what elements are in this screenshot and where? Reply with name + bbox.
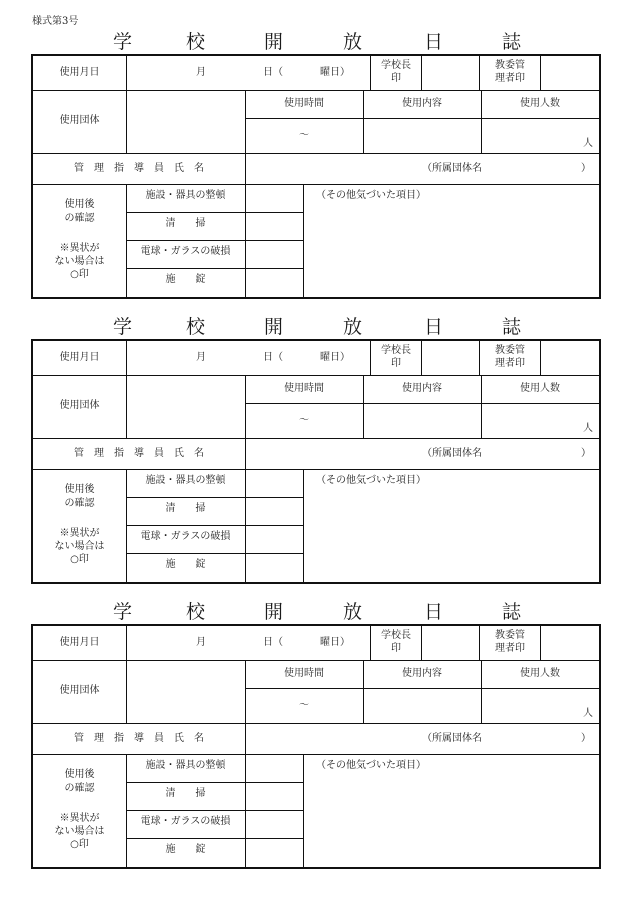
supervisor-label: 管 理 指 導 員 氏 名 — [74, 448, 204, 459]
title-char: 放 — [343, 316, 363, 338]
grid-line — [540, 341, 541, 375]
title-char: 開 — [264, 316, 284, 338]
grid-line — [245, 688, 599, 689]
person-unit: 人 — [583, 708, 593, 719]
grid-line — [421, 56, 422, 90]
form-title — [31, 600, 600, 624]
grid-line — [303, 754, 304, 867]
title-char: 学 — [113, 316, 133, 338]
affiliation-open: （所属団体名 — [422, 163, 482, 174]
count-label: 使用人数 — [520, 383, 560, 394]
grid-line — [421, 626, 422, 660]
grid-line — [540, 56, 541, 90]
log-form-2 — [31, 315, 600, 582]
grid-line — [33, 90, 599, 91]
after-use-label: 使用後 の確認 — [64, 199, 95, 224]
date-label: 使用月日 — [59, 352, 100, 363]
affiliation-open: （所属団体名 — [422, 448, 482, 459]
grid-line — [245, 118, 599, 119]
after-use-label: 使用後 の確認 — [64, 484, 95, 509]
check-item-label: 施設・器具の整頓 — [145, 475, 226, 486]
check-item-label: 施設・器具の整頓 — [145, 760, 226, 771]
log-form-1 — [31, 30, 600, 297]
principal-seal-label: 学校長 印 — [381, 60, 411, 84]
grid-line — [33, 469, 599, 470]
check-item-label: 施 錠 — [165, 559, 206, 570]
board-seal-label: 教委管 理者印 — [495, 60, 525, 84]
grid-line — [33, 153, 599, 154]
day-label: 日（ — [263, 637, 283, 648]
date-label: 使用月日 — [59, 637, 100, 648]
month-label: 月 — [196, 67, 206, 78]
grid-line — [33, 184, 599, 185]
grid-line — [126, 810, 303, 811]
supervisor-label: 管 理 指 導 員 氏 名 — [74, 733, 204, 744]
grid-line — [540, 626, 541, 660]
grid-line — [245, 438, 246, 469]
grid-line — [126, 375, 127, 438]
title-char: 校 — [186, 31, 206, 53]
note-label: ※異状が ない場合は ○印 — [54, 528, 105, 565]
note-label: ※異状が ない場合は ○印 — [54, 813, 105, 850]
tilde-mark: ～ — [299, 700, 309, 711]
group-label: 使用団体 — [59, 685, 100, 696]
count-label: 使用人数 — [520, 98, 560, 109]
affiliation-close: ） — [581, 733, 591, 744]
count-label: 使用人数 — [520, 668, 560, 679]
check-item-label: 電球・ガラスの破損 — [140, 246, 231, 257]
affiliation-close: ） — [581, 163, 591, 174]
tilde-mark: ～ — [299, 130, 309, 141]
title-char: 誌 — [502, 31, 522, 53]
principal-seal-label: 学校長 印 — [381, 345, 411, 369]
grid-line — [33, 375, 599, 376]
title-char: 誌 — [502, 601, 522, 623]
check-item-label: 施 錠 — [165, 844, 206, 855]
title-char: 放 — [343, 601, 363, 623]
title-char: 誌 — [502, 316, 522, 338]
grid-line — [126, 553, 303, 554]
person-unit: 人 — [583, 423, 593, 434]
other-notes-label: （その他気づいた項目） — [316, 475, 426, 486]
grid-line — [126, 341, 127, 375]
log-table — [31, 339, 601, 584]
log-table — [31, 54, 601, 299]
content-label: 使用内容 — [402, 98, 442, 109]
affiliation-close: ） — [581, 448, 591, 459]
grid-line — [126, 212, 303, 213]
grid-line — [303, 469, 304, 582]
grid-line — [33, 723, 599, 724]
person-unit: 人 — [583, 138, 593, 149]
time-label: 使用時間 — [284, 668, 324, 679]
title-char: 日 — [424, 601, 444, 623]
check-item-label: 施設・器具の整頓 — [145, 190, 226, 201]
title-char: 開 — [264, 601, 284, 623]
log-table — [31, 624, 601, 869]
grid-line — [245, 184, 246, 297]
grid-line — [245, 153, 246, 184]
check-item-label: 施 錠 — [165, 274, 206, 285]
other-notes-label: （その他気づいた項目） — [316, 190, 426, 201]
time-label: 使用時間 — [284, 383, 324, 394]
after-use-label: 使用後 の確認 — [64, 769, 95, 794]
log-form-3 — [31, 600, 600, 867]
check-item-label: 清 掃 — [165, 788, 206, 799]
grid-line — [126, 268, 303, 269]
grid-line — [245, 754, 246, 867]
grid-line — [126, 660, 127, 723]
grid-line — [245, 723, 246, 754]
check-item-label: 電球・ガラスの破損 — [140, 531, 231, 542]
check-item-label: 清 掃 — [165, 218, 206, 229]
grid-line — [126, 782, 303, 783]
title-char: 校 — [186, 316, 206, 338]
grid-line — [33, 438, 599, 439]
form-title — [31, 30, 600, 54]
grid-line — [126, 56, 127, 90]
principal-seal-label: 学校長 印 — [381, 630, 411, 654]
title-char: 放 — [343, 31, 363, 53]
other-notes-label: （その他気づいた項目） — [316, 760, 426, 771]
affiliation-open: （所属団体名 — [422, 733, 482, 744]
month-label: 月 — [196, 352, 206, 363]
date-label: 使用月日 — [59, 67, 100, 78]
title-char: 校 — [186, 601, 206, 623]
content-label: 使用内容 — [402, 383, 442, 394]
supervisor-label: 管 理 指 導 員 氏 名 — [74, 163, 204, 174]
title-char: 学 — [113, 601, 133, 623]
grid-line — [33, 754, 599, 755]
grid-line — [421, 341, 422, 375]
grid-line — [126, 90, 127, 153]
day-label: 日（ — [263, 352, 283, 363]
form-number: 様式第3号 — [32, 16, 79, 27]
grid-line — [126, 525, 303, 526]
grid-line — [126, 838, 303, 839]
weekday-label: 曜日） — [320, 67, 350, 78]
grid-line — [303, 184, 304, 297]
group-label: 使用団体 — [59, 115, 100, 126]
grid-line — [126, 626, 127, 660]
grid-line — [126, 240, 303, 241]
check-item-label: 清 掃 — [165, 503, 206, 514]
board-seal-label: 教委管 理者印 — [495, 345, 525, 369]
title-char: 開 — [264, 31, 284, 53]
grid-line — [245, 469, 246, 582]
check-item-label: 電球・ガラスの破損 — [140, 816, 231, 827]
grid-line — [126, 497, 303, 498]
weekday-label: 曜日） — [320, 352, 350, 363]
note-label: ※異状が ない場合は ○印 — [54, 243, 105, 280]
content-label: 使用内容 — [402, 668, 442, 679]
grid-line — [33, 660, 599, 661]
board-seal-label: 教委管 理者印 — [495, 630, 525, 654]
group-label: 使用団体 — [59, 400, 100, 411]
form-title — [31, 315, 600, 339]
month-label: 月 — [196, 637, 206, 648]
title-char: 日 — [424, 31, 444, 53]
time-label: 使用時間 — [284, 98, 324, 109]
tilde-mark: ～ — [299, 415, 309, 426]
weekday-label: 曜日） — [320, 637, 350, 648]
grid-line — [245, 403, 599, 404]
title-char: 日 — [424, 316, 444, 338]
title-char: 学 — [113, 31, 133, 53]
day-label: 日（ — [263, 67, 283, 78]
